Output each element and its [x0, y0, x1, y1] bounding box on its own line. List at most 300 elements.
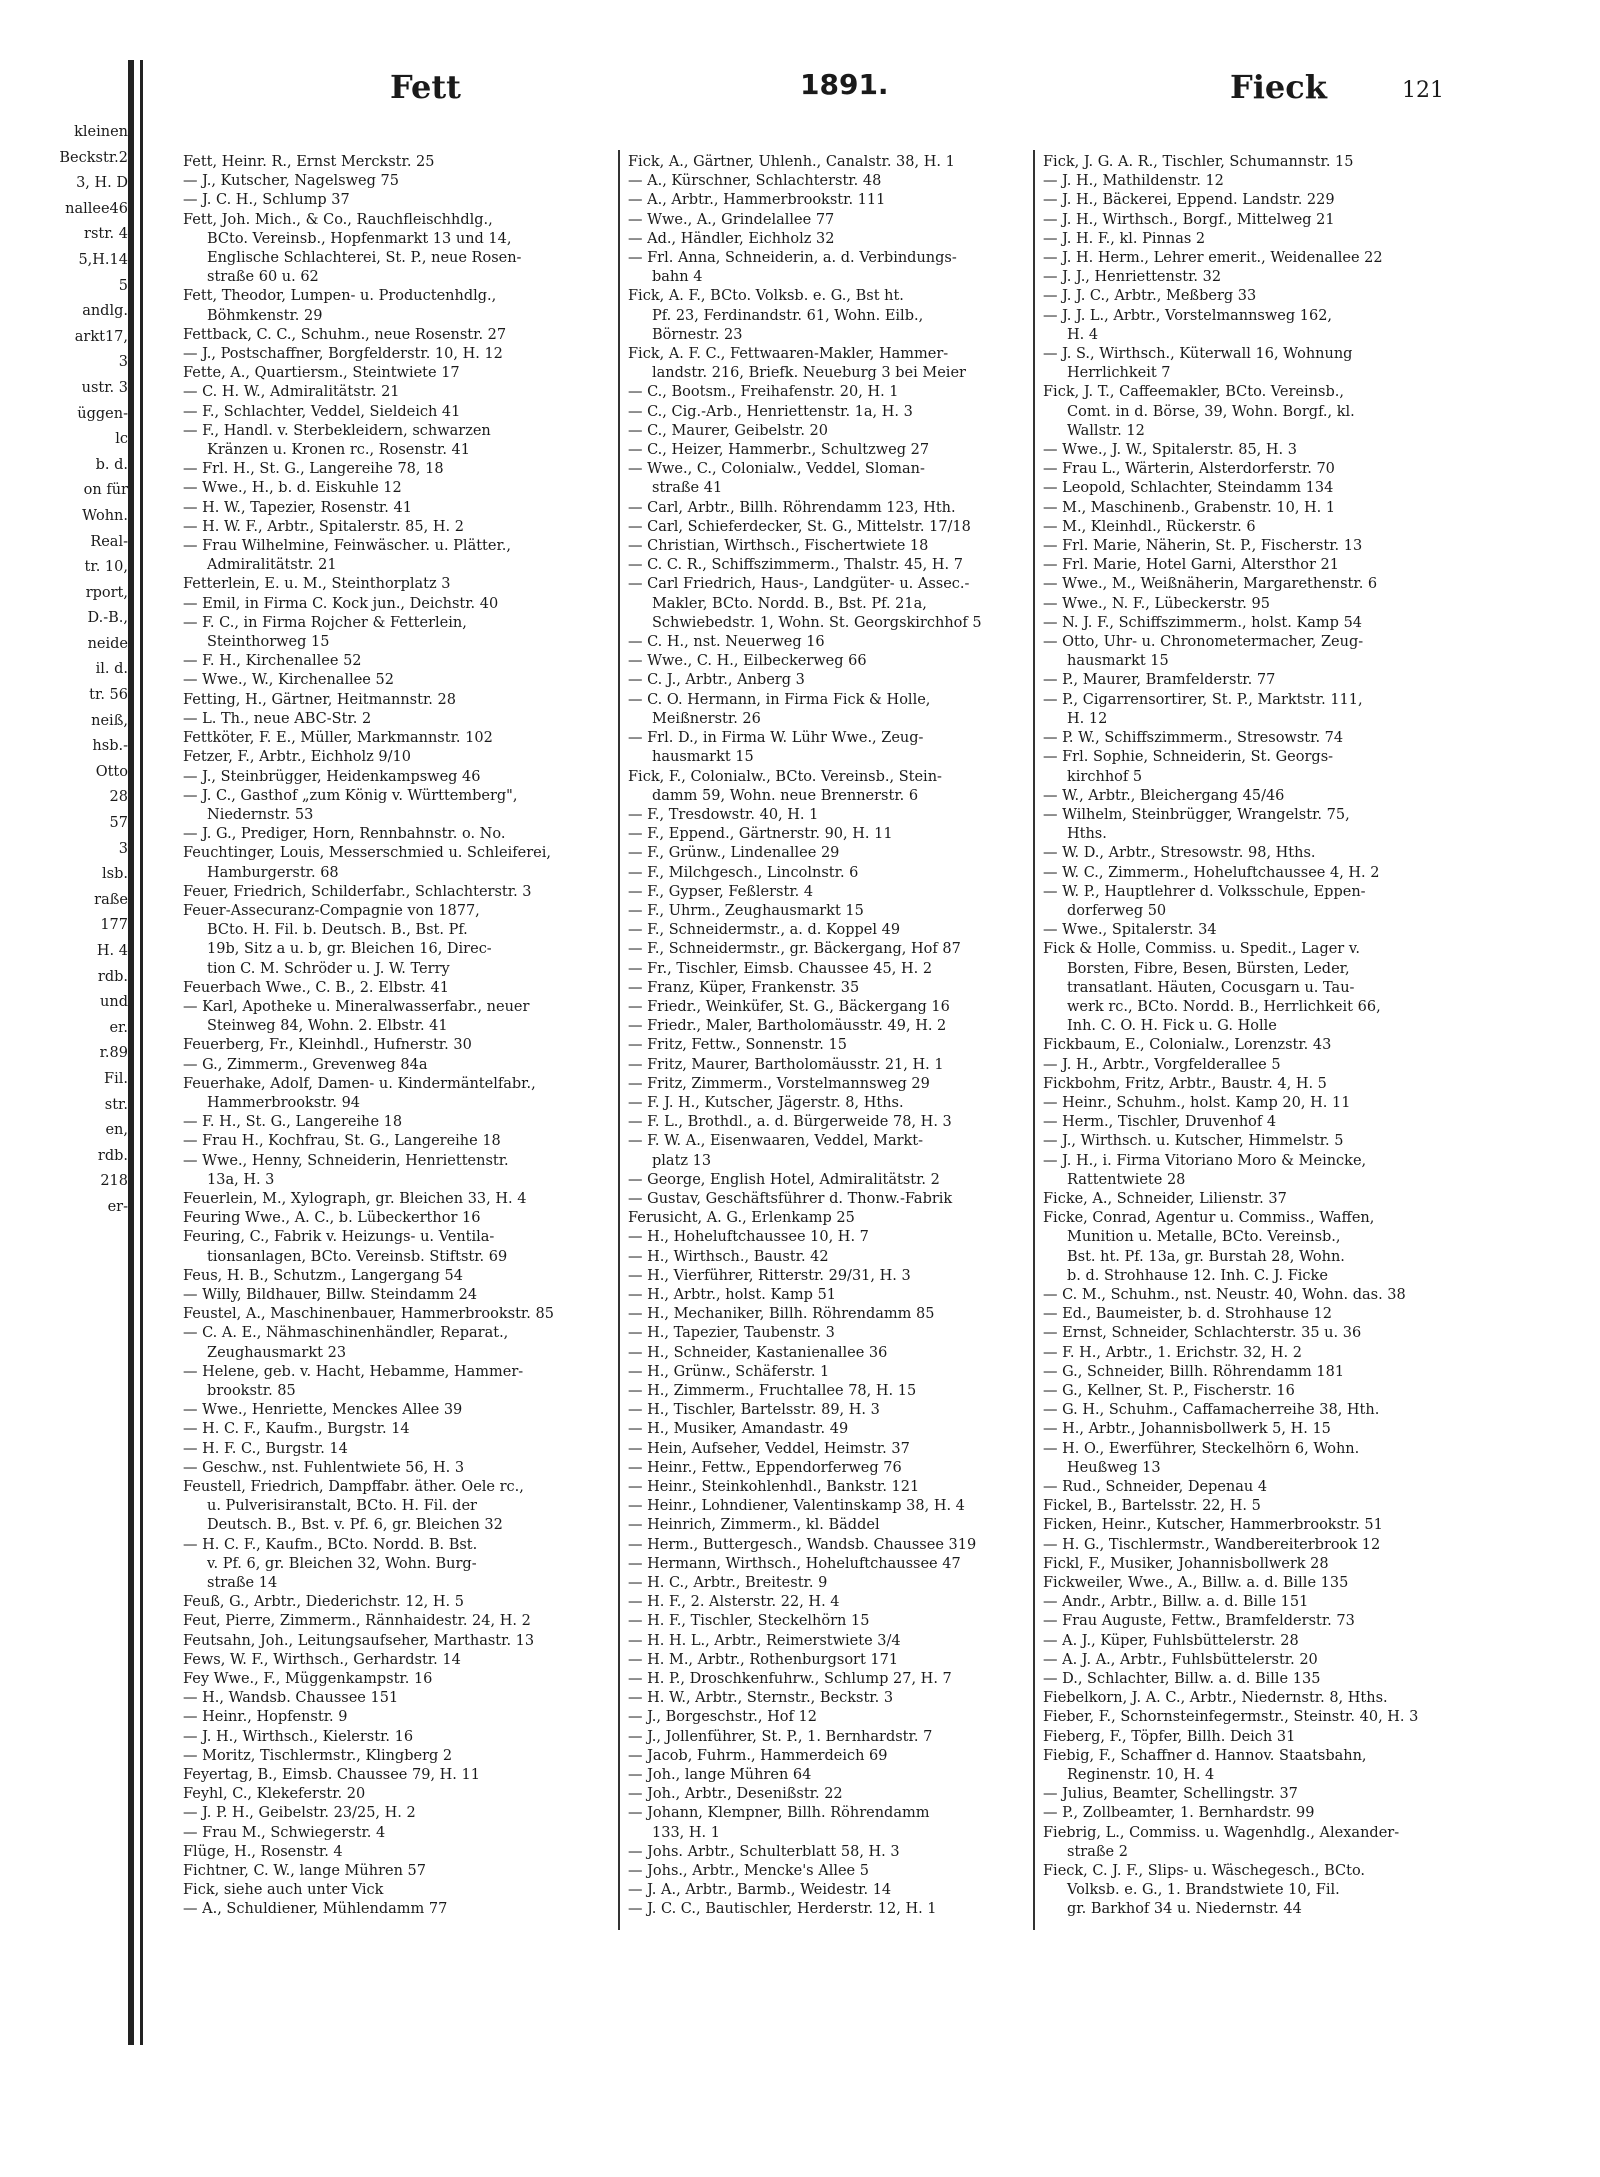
- directory-entry-line: — Frau Auguste, Fettw., Bramfelderstr. 73: [1043, 1613, 1355, 1630]
- directory-entry-line: — Willy, Bildhauer, Billw. Steindamm 24: [183, 1286, 478, 1303]
- directory-entry-line: Fett, Theodor, Lumpen- u. Productenhdlg.,: [183, 288, 497, 305]
- directory-entry-line: — Ad., Händler, Eichholz 32: [628, 230, 835, 247]
- directory-entry-line: Steinthorweg 15: [207, 634, 330, 651]
- directory-entry-line: Fieck, C. J. F., Slips- u. Wäschegesch., BCto.: [1043, 1863, 1366, 1880]
- directory-entry-line: — Herm., Tischler, Druvenhof 4: [1043, 1114, 1277, 1131]
- stub-line: H. 4: [96, 943, 128, 959]
- directory-entry-line: — Ed., Baumeister, b. d. Strohhause 12: [1043, 1306, 1332, 1323]
- directory-column-3: [1043, 153, 1435, 1920]
- directory-entry-line: Fetzer, F., Arbtr., Eichholz 9/10: [183, 749, 411, 766]
- stub-line: rdb.: [97, 1147, 128, 1164]
- directory-entry-line: Feuerbach Wwe., C. B., 2. Elbstr. 41: [183, 979, 449, 996]
- directory-entry-line: — J., Kutscher, Nagelsweg 75: [183, 173, 399, 190]
- stub-line: Otto: [95, 763, 128, 780]
- gutter-line: [140, 60, 143, 2045]
- directory-entry-line: Niedernstr. 53: [207, 806, 314, 823]
- directory-entry-line: Fick, A. F., BCto. Volksb. e. G., Bst ht.: [628, 288, 904, 305]
- directory-entry-line: — J. H., Bäckerei, Eppend. Landstr. 229: [1043, 192, 1335, 209]
- stub-line: 3: [118, 840, 128, 857]
- directory-entry-line: — C. C. R., Schiffszimmerm., Thalstr. 45, H. 7: [628, 557, 963, 574]
- directory-entry-line: Börnestr. 23: [652, 326, 743, 343]
- directory-entry-line: — Johann, Klempner, Billh. Röhrendamm: [628, 1805, 930, 1822]
- directory-entry-line: — Heinr., Steinkohlenhdl., Bankstr. 121: [628, 1479, 920, 1496]
- directory-entry-line: — Andr., Arbtr., Billw. a. d. Bille 151: [1043, 1594, 1309, 1611]
- directory-entry-line: — J. H., Arbtr., Vorgfelderallee 5: [1043, 1056, 1281, 1073]
- directory-entry-line: — J. H., Wirthsch., Borgf., Mittelweg 21: [1043, 211, 1335, 228]
- stub-line: en,: [105, 1122, 128, 1139]
- directory-entry-line: Fettköter, F. E., Müller, Markmannstr. 102: [183, 730, 493, 747]
- directory-entry-line: — J. A., Arbtr., Barmb., Weidestr. 14: [628, 1882, 892, 1899]
- directory-entry-line: — Wwe., N. F., Lübeckerstr. 95: [1043, 595, 1270, 612]
- directory-entry-line: — F., Handl. v. Sterbekleidern, schwarzen: [183, 422, 491, 439]
- directory-entry-line: Fiebrig, L., Commiss. u. Wagenhdlg., Alexander-: [1043, 1824, 1400, 1841]
- stub-line: und: [100, 994, 128, 1011]
- directory-entry-line: — H. F., Tischler, Steckelhörn 15: [628, 1613, 870, 1630]
- directory-entry-line: — F., Uhrm., Zeughausmarkt 15: [628, 902, 864, 919]
- directory-entry-line: Fieber, F., Schornsteinfegermstr., Steinstr. 40, H. 3: [1043, 1709, 1419, 1726]
- directory-entry-line: — D., Schlachter, Billw. a. d. Bille 135: [1043, 1671, 1321, 1688]
- directory-entry-line: — Frl. Marie, Näherin, St. P., Fischerstr. 13: [1043, 538, 1363, 555]
- directory-entry-line: — F., Schlachter, Veddel, Sieldeich 41: [183, 403, 461, 420]
- directory-entry-line: — A. J., Küper, Fuhlsbüttelerstr. 28: [1043, 1632, 1299, 1649]
- directory-entry-line: — Jacob, Fuhrm., Hammerdeich 69: [628, 1747, 888, 1764]
- directory-entry-line: — C. H. W., Admiralitätstr. 21: [183, 384, 400, 401]
- directory-entry-line: Fickweiler, Wwe., A., Billw. a. d. Bille 135: [1043, 1575, 1349, 1592]
- directory-entry-line: — G., Kellner, St. P., Fischerstr. 16: [1043, 1383, 1295, 1399]
- directory-entry-line: — J. H., Mathildenstr. 12: [1043, 173, 1224, 190]
- directory-entry-line: Fickbohm, Fritz, Arbtr., Baustr. 4, H. 5: [1043, 1075, 1327, 1092]
- directory-entry-line: — Frl. D., in Firma W. Lühr Wwe., Zeug-: [628, 730, 924, 747]
- directory-entry-line: Deutsch. B., Bst. v. Pf. 6, gr. Bleichen 32: [207, 1517, 503, 1534]
- directory-entry-line: — Fritz, Fettw., Sonnenstr. 15: [628, 1037, 847, 1054]
- directory-entry-line: 13a, H. 3: [207, 1171, 275, 1188]
- directory-entry-line: Fieberg, F., Töpfer, Billh. Deich 31: [1043, 1728, 1296, 1745]
- stub-line: kleinen: [74, 124, 128, 140]
- stub-line: 5,H.14: [78, 251, 128, 268]
- directory-entry-line: straße 14: [207, 1575, 278, 1592]
- stub-line: 5: [118, 277, 128, 294]
- directory-entry-line: Fetterlein, E. u. M., Steinthorplatz 3: [183, 576, 451, 593]
- directory-entry-line: — Karl, Apotheke u. Mineralwasserfabr., neuer: [183, 998, 530, 1015]
- directory-entry-line: — N. J. F., Schiffszimmerm., holst. Kamp 54: [1043, 614, 1363, 631]
- directory-entry-line: — Wwe., Henny, Schneiderin, Henriettenstr.: [183, 1152, 509, 1169]
- directory-entry-line: Fick, F., Colonialw., BCto. Vereinsb., Stein-: [628, 768, 942, 785]
- directory-entry-line: — H., Vierführer, Ritterstr. 29/31, H. 3: [628, 1267, 911, 1284]
- directory-entry-line: 133, H. 1: [652, 1824, 720, 1841]
- directory-entry-line: Heußweg 13: [1067, 1459, 1161, 1476]
- directory-entry-line: Borsten, Fibre, Besen, Bürsten, Leder,: [1067, 960, 1350, 977]
- directory-entry-line: — Frl. H., St. G., Langereihe 78, 18: [183, 461, 444, 478]
- directory-entry-line: Fiebig, F., Schaffner d. Hannov. Staatsbahn,: [1043, 1747, 1367, 1764]
- directory-entry-line: — Hermann, Wirthsch., Hoheluftchaussee 47: [628, 1555, 961, 1572]
- directory-entry-line: landstr. 216, Briefk. Neueburg 3 bei Meier: [652, 365, 966, 382]
- directory-entry-line: Reginenstr. 10, H. 4: [1067, 1767, 1215, 1784]
- directory-entry-line: platz 13: [652, 1152, 712, 1169]
- directory-entry-line: — Carl, Schieferdecker, St. G., Mittelstr. 17/18: [628, 518, 971, 535]
- directory-entry-line: Feus, H. B., Schutzm., Langergang 54: [183, 1267, 463, 1284]
- directory-entry-line: — Heinr., Fettw., Eppendorferweg 76: [628, 1459, 902, 1476]
- directory-entry-line: Inh. C. O. H. Fick u. G. Holle: [1067, 1018, 1277, 1035]
- stub-line: ustr. 3: [81, 379, 128, 396]
- directory-entry-line: — Johs. Arbtr., Schulterblatt 58, H. 3: [628, 1843, 900, 1860]
- directory-entry-line: Hamburgerstr. 68: [207, 864, 339, 881]
- stub-line: raße: [94, 891, 128, 908]
- directory-entry-line: — Carl Friedrich, Haus-, Landgüter- u. Assec.-: [628, 576, 970, 593]
- directory-entry-line: — Moritz, Tischlermstr., Klingberg 2: [183, 1747, 453, 1764]
- directory-entry-line: Rattentwiete 28: [1067, 1171, 1186, 1188]
- directory-entry-line: — J., Jollenführer, St. P., 1. Bernhardstr. 7: [628, 1728, 933, 1745]
- directory-entry-line: — F. H., Kirchenallee 52: [183, 653, 362, 670]
- directory-entry-line: — Emil, in Firma C. Kock jun., Deichstr. 40: [183, 595, 499, 612]
- directory-entry-line: — G. H., Schuhm., Caffamacherreihe 38, Hth.: [1043, 1402, 1380, 1419]
- directory-entry-line: — A. J. A., Arbtr., Fuhlsbüttelerstr. 20: [1043, 1651, 1318, 1668]
- directory-entry-line: Fick & Holle, Commiss. u. Spedit., Lager v.: [1043, 941, 1360, 958]
- directory-entry-line: Fiebelkorn, J. A. C., Arbtr., Niedernstr. 8, Hths.: [1043, 1690, 1388, 1707]
- directory-entry-line: — Wwe., Spitalerstr. 34: [1043, 922, 1217, 939]
- directory-entry-line: transatlant. Häuten, Cocusgarn u. Tau-: [1067, 979, 1355, 996]
- directory-entry-line: — Rud., Schneider, Depenau 4: [1043, 1479, 1268, 1496]
- directory-entry-line: Feuer-Assecuranz-Compagnie von 1877,: [183, 902, 480, 919]
- directory-entry-line: — Julius, Beamter, Schellingstr. 37: [1043, 1786, 1298, 1803]
- stub-line: er-: [107, 1198, 128, 1215]
- stub-line: D.-B.,: [87, 610, 128, 627]
- directory-column-1: [183, 153, 603, 1920]
- header-right-keyword: Fieck: [1230, 68, 1327, 106]
- directory-entry-line: — Herm., Buttergesch., Wandsb. Chaussee 319: [628, 1536, 977, 1553]
- directory-entry-line: Makler, BCto. Nordd. B., Bst. Pf. 21a,: [652, 595, 927, 612]
- directory-entry-line: BCto. Vereinsb., Hopfenmarkt 13 und 14,: [207, 230, 512, 247]
- directory-entry-line: — H. W. F., Arbtr., Spitalerstr. 85, H. 2: [183, 518, 464, 535]
- stub-line: lc: [115, 431, 128, 448]
- directory-entry-line: — Heinr., Lohndiener, Valentinskamp 38, H. 4: [628, 1498, 965, 1515]
- directory-entry-line: — J. H., i. Firma Vitoriano Moro & Meincke,: [1043, 1152, 1367, 1169]
- directory-entry-line: — Carl, Arbtr., Billh. Röhrendamm 123, Hth.: [628, 499, 956, 516]
- directory-entry-line: tion C. M. Schröder u. J. W. Terry: [207, 960, 450, 977]
- directory-entry-line: Bst. ht. Pf. 13a, gr. Burstah 28, Wohn.: [1067, 1248, 1345, 1265]
- directory-entry-line: Feuerhake, Adolf, Damen- u. Kindermäntelfabr.,: [183, 1075, 536, 1092]
- directory-entry-line: — H. O., Ewerführer, Steckelhörn 6, Wohn.: [1043, 1440, 1360, 1457]
- directory-entry-line: — Wwe., H., b. d. Eiskuhle 12: [183, 480, 402, 497]
- directory-entry-line: — J. C. H., Schlump 37: [183, 192, 350, 209]
- directory-entry-line: Feuerlein, M., Xylograph, gr. Bleichen 33, H. 4: [183, 1190, 527, 1207]
- stub-line: er.: [109, 1019, 128, 1036]
- page-number: 121: [1402, 78, 1444, 103]
- directory-entry-line: — J. C., Gasthof „zum König v. Württemberg",: [183, 787, 518, 804]
- directory-entry-line: bahn 4: [652, 269, 703, 286]
- directory-entry-line: — F., Gypser, Feßlerstr. 4: [628, 883, 814, 900]
- directory-entry-line: — P. W., Schiffszimmerm., Stresowstr. 74: [1043, 730, 1344, 747]
- directory-entry-line: damm 59, Wohn. neue Brennerstr. 6: [652, 787, 919, 804]
- stub-line: on für: [83, 482, 128, 499]
- directory-entry-line: — Johs., Arbtr., Mencke's Allee 5: [628, 1863, 869, 1880]
- directory-entry-line: — Wilhelm, Steinbrügger, Wrangelstr. 75,: [1043, 806, 1350, 823]
- directory-entry-line: — J., Wirthsch. u. Kutscher, Himmelstr. 5: [1043, 1133, 1344, 1150]
- directory-entry-line: — J. P. H., Geibelstr. 23/25, H. 2: [183, 1805, 416, 1822]
- directory-entry-line: Feuer, Friedrich, Schilderfabr., Schlachterstr. 3: [183, 883, 532, 900]
- directory-entry-line: Fickel, B., Bartelsstr. 22, H. 5: [1043, 1498, 1261, 1515]
- directory-entry-line: Fews, W. F., Wirthsch., Gerhardstr. 14: [183, 1651, 461, 1668]
- directory-entry-line: — W., Arbtr., Bleichergang 45/46: [1043, 787, 1285, 804]
- stub-line: rstr. 4: [84, 226, 128, 243]
- directory-entry-line: — Frau L., Wärterin, Alsterdorferstr. 70: [1043, 461, 1335, 478]
- stub-line: 3, H. D: [76, 175, 128, 192]
- directory-entry-line: — Heinr., Schuhm., holst. Kamp 20, H. 11: [1043, 1094, 1351, 1111]
- stub-line: Fil.: [104, 1070, 128, 1087]
- directory-entry-line: — H., Schneider, Kastanienallee 36: [628, 1344, 888, 1361]
- stub-line: str.: [104, 1096, 128, 1113]
- directory-entry-line: Feutsahn, Joh., Leitungsaufseher, Marthastr. 13: [183, 1632, 535, 1649]
- directory-entry-line: — Friedr., Maler, Bartholomäusstr. 49, H. 2: [628, 1018, 947, 1035]
- stub-line: neiß,: [91, 712, 128, 729]
- directory-entry-line: — H. W., Tapezier, Rosenstr. 41: [183, 499, 412, 516]
- stub-line: il. d.: [95, 661, 128, 678]
- directory-entry-line: — F., Schneidermstr., gr. Bäckergang, Hof 87: [628, 941, 961, 958]
- directory-entry-line: tionsanlagen, BCto. Vereinsb. Stiftstr. 69: [207, 1248, 508, 1265]
- directory-entry-line: straße 41: [652, 480, 723, 497]
- directory-entry-line: Fickbaum, E., Colonialw., Lorenzstr. 43: [1043, 1037, 1332, 1054]
- directory-entry-line: — Frau M., Schwiegerstr. 4: [183, 1824, 386, 1841]
- directory-entry-line: — M., Maschinenb., Grabenstr. 10, H. 1: [1043, 499, 1336, 516]
- directory-entry-line: straße 2: [1067, 1843, 1128, 1860]
- directory-entry-line: — F. C., in Firma Rojcher & Fetterlein,: [183, 614, 467, 631]
- directory-entry-line: — J. H. F., kl. Pinnas 2: [1043, 230, 1206, 247]
- stub-line: arkt17,: [74, 328, 128, 345]
- directory-entry-line: — F. H., Arbtr., 1. Erichstr. 32, H. 2: [1043, 1344, 1302, 1361]
- directory-entry-line: — H., Grünw., Schäferstr. 1: [628, 1363, 830, 1380]
- directory-entry-line: — W. D., Arbtr., Stresowstr. 98, Hths.: [1043, 845, 1316, 862]
- directory-entry-line: Feuß, G., Arbtr., Diederichstr. 12, H. 5: [183, 1594, 464, 1611]
- directory-entry-line: — Leopold, Schlachter, Steindamm 134: [1043, 480, 1334, 497]
- directory-entry-line: — Wwe., A., Grindelallee 77: [628, 211, 835, 228]
- directory-entry-line: — C. M., Schuhm., nst. Neustr. 40, Wohn. das. 38: [1043, 1286, 1406, 1303]
- stub-line: Wohn.: [82, 507, 128, 524]
- directory-entry-line: Englische Schlachterei, St. P., neue Rosen-: [207, 250, 522, 267]
- directory-entry-line: — J., Borgeschstr., Hof 12: [628, 1709, 817, 1726]
- directory-entry-line: — Gustav, Geschäftsführer d. Thonw.-Fabrik: [628, 1190, 953, 1207]
- directory-entry-line: Fett, Joh. Mich., & Co., Rauchfleischhdlg.,: [183, 211, 493, 228]
- directory-entry-line: — F. L., Brothdl., a. d. Bürgerweide 78, H. 3: [628, 1114, 952, 1131]
- directory-entry-line: Ferusicht, A. G., Erlenkamp 25: [628, 1210, 855, 1227]
- gutter-line: [128, 60, 134, 2045]
- directory-entry-line: — C. J., Arbtr., Anberg 3: [628, 672, 805, 689]
- directory-entry-line: Feyertag, B., Eimsb. Chaussee 79, H. 11: [183, 1767, 480, 1784]
- directory-entry-line: — H. M., Arbtr., Rothenburgsort 171: [628, 1651, 899, 1668]
- directory-entry-line: Kränzen u. Kronen rc., Rosenstr. 41: [207, 442, 470, 459]
- directory-entry-line: — H. H. L., Arbtr., Reimerstwiete 3/4: [628, 1632, 901, 1649]
- stub-line: tr. 10,: [84, 559, 128, 576]
- directory-entry-line: Ficken, Heinr., Kutscher, Hammerbrookstr. 51: [1043, 1517, 1383, 1534]
- directory-entry-line: — P., Zollbeamter, 1. Bernhardstr. 99: [1043, 1805, 1315, 1822]
- directory-entry-line: — F., Eppend., Gärtnerstr. 90, H. 11: [628, 826, 893, 843]
- directory-entry-line: Fey Wwe., F., Müggenkampstr. 16: [183, 1671, 433, 1688]
- stub-line: üggen-: [77, 405, 128, 422]
- directory-entry-line: — H., Arbtr., holst. Kamp 51: [628, 1286, 837, 1303]
- directory-entry-line: — W. C., Zimmerm., Hoheluftchaussee 4, H. 2: [1043, 864, 1380, 881]
- directory-entry-line: hausmarkt 15: [1067, 653, 1169, 670]
- directory-entry-line: Hths.: [1067, 826, 1107, 843]
- directory-entry-line: — C. A. E., Nähmaschinenhändler, Reparat.,: [183, 1325, 509, 1342]
- directory-entry-line: — Frau H., Kochfrau, St. G., Langereihe 18: [183, 1133, 501, 1150]
- directory-entry-line: — F., Grünw., Lindenallee 29: [628, 845, 840, 862]
- directory-entry-line: — H., Musiker, Amandastr. 49: [628, 1421, 849, 1438]
- stub-line: 3: [118, 354, 128, 371]
- directory-entry-line: gr. Barkhof 34 u. Niedernstr. 44: [1067, 1901, 1302, 1918]
- directory-entry-line: Feustel, A., Maschinenbauer, Hammerbrookstr. 85: [183, 1306, 554, 1323]
- directory-entry-line: — J. H. Herm., Lehrer emerit., Weidenallee 22: [1043, 250, 1383, 267]
- directory-entry-line: Fick, siehe auch unter Vick: [183, 1882, 384, 1899]
- directory-entry-line: — J. G., Prediger, Horn, Rennbahnstr. o. No.: [183, 826, 506, 843]
- directory-entry-line: — Heinrich, Zimmerm., kl. Bäddel: [628, 1517, 880, 1534]
- directory-entry-line: — Fritz, Zimmerm., Vorstelmannsweg 29: [628, 1075, 930, 1092]
- directory-entry-line: — Joh., Arbtr., Desenißstr. 22: [628, 1786, 843, 1803]
- directory-entry-line: — H. G., Tischlermstr., Wandbereiterbrook 12: [1043, 1536, 1381, 1553]
- directory-entry-line: Fettback, C. C., Schuhm., neue Rosenstr. 27: [183, 326, 507, 343]
- directory-entry-line: — H., Zimmerm., Fruchtallee 78, H. 15: [628, 1383, 917, 1399]
- directory-entry-line: — H., Tapezier, Taubenstr. 3: [628, 1325, 835, 1342]
- directory-entry-line: Feuring, C., Fabrik v. Heizungs- u. Ventila-: [183, 1229, 495, 1246]
- directory-entry-line: Steinweg 84, Wohn. 2. Elbstr. 41: [207, 1018, 448, 1035]
- directory-entry-line: — Wwe., J. W., Spitalerstr. 85, H. 3: [1043, 442, 1297, 459]
- directory-entry-line: — C. H., nst. Neuerweg 16: [628, 634, 825, 651]
- directory-entry-line: — Heinr., Hopfenstr. 9: [183, 1709, 348, 1726]
- directory-entry-line: — C., Cig.-Arb., Henriettenstr. 1a, H. 3: [628, 403, 913, 420]
- stub-line: rport,: [85, 584, 128, 601]
- directory-entry-line: — A., Arbtr., Hammerbrookstr. 111: [628, 192, 886, 209]
- directory-entry-line: Ficke, A., Schneider, Lilienstr. 37: [1043, 1190, 1287, 1207]
- directory-entry-line: — J., Steinbrügger, Heidenkampsweg 46: [183, 768, 481, 785]
- stub-line: nallee46: [65, 200, 128, 217]
- directory-entry-line: Pf. 23, Ferdinandstr. 61, Wohn. Eilb.,: [652, 307, 924, 324]
- stub-line: 57: [109, 815, 128, 832]
- directory-entry-line: — F. W. A., Eisenwaaren, Veddel, Markt-: [628, 1133, 924, 1150]
- directory-entry-line: — George, English Hotel, Admiralitätstr. 2: [628, 1171, 940, 1188]
- directory-entry-line: Fichtner, C. W., lange Mühren 57: [183, 1863, 426, 1880]
- directory-entry-line: — J. J., Henriettenstr. 32: [1043, 269, 1222, 286]
- stub-line: 218: [100, 1173, 128, 1190]
- directory-entry-line: kirchhof 5: [1067, 768, 1143, 785]
- directory-entry-line: — J. C. C., Bautischler, Herderstr. 12, H. 1: [628, 1901, 937, 1918]
- column-rule: [618, 150, 620, 1930]
- directory-entry-line: — Joh., lange Mühren 64: [628, 1767, 812, 1784]
- stub-line: andlg.: [82, 303, 128, 320]
- stub-line: lsb.: [102, 866, 128, 883]
- directory-entry-line: — Wwe., Henriette, Menckes Allee 39: [183, 1402, 463, 1419]
- directory-entry-line: — H. W., Arbtr., Sternstr., Beckstr. 3: [628, 1690, 894, 1707]
- directory-entry-line: — H. F. C., Burgstr. 14: [183, 1440, 348, 1457]
- directory-entry-line: — C., Maurer, Geibelstr. 20: [628, 422, 828, 439]
- directory-entry-line: — Wwe., C., Colonialw., Veddel, Sloman-: [628, 461, 925, 478]
- directory-entry-line: — Frl. Sophie, Schneiderin, St. Georgs-: [1043, 749, 1334, 766]
- directory-entry-line: brookstr. 85: [207, 1383, 296, 1399]
- stub-line: tr. 56: [89, 687, 128, 704]
- directory-entry-line: — F. J. H., Kutscher, Jägerstr. 8, Hths.: [628, 1094, 904, 1111]
- directory-entry-line: — F., Tresdowstr. 40, H. 1: [628, 806, 819, 823]
- directory-entry-line: Fetting, H., Gärtner, Heitmannstr. 28: [183, 691, 456, 708]
- directory-entry-line: — A., Schuldiener, Mühlendamm 77: [183, 1901, 448, 1918]
- directory-entry-line: werk rc., BCto. Nordd. B., Herrlichkeit 66,: [1067, 998, 1381, 1015]
- directory-entry-line: Flüge, H., Rosenstr. 4: [183, 1843, 343, 1860]
- directory-entry-line: Fette, A., Quartiersm., Steintwiete 17: [183, 365, 460, 382]
- directory-entry-line: — L. Th., neue ABC-Str. 2: [183, 710, 372, 727]
- directory-entry-line: — Hein, Aufseher, Veddel, Heimstr. 37: [628, 1440, 910, 1457]
- directory-entry-line: — Frl. Marie, Hotel Garni, Altersthor 21: [1043, 557, 1339, 574]
- directory-entry-line: Fett, Heinr. R., Ernst Merckstr. 25: [183, 154, 435, 170]
- directory-entry-line: Feuerberg, Fr., Kleinhdl., Hufnerstr. 30: [183, 1037, 472, 1054]
- column-rule: [1033, 150, 1035, 1930]
- directory-entry-line: Feuring Wwe., A. C., b. Lübeckerthor 16: [183, 1210, 481, 1227]
- stub-line: b. d.: [95, 456, 128, 473]
- directory-entry-line: Fick, A., Gärtner, Uhlenh., Canalstr. 38, H. 1: [628, 154, 955, 170]
- stub-line: 28: [109, 789, 128, 806]
- header-left-keyword: Fett: [390, 68, 461, 106]
- directory-entry-line: — A., Kürschner, Schlachterstr. 48: [628, 173, 882, 190]
- directory-entry-line: — J., Postschaffner, Borgfelderstr. 10, H. 12: [183, 346, 503, 363]
- directory-entry-line: — Christian, Wirthsch., Fischertwiete 18: [628, 538, 929, 555]
- directory-entry-line: dorferweg 50: [1067, 902, 1167, 919]
- directory-entry-line: — G., Schneider, Billh. Röhrendamm 181: [1043, 1363, 1345, 1380]
- directory-entry-line: — Fr., Tischler, Eimsb. Chaussee 45, H. 2: [628, 960, 933, 977]
- directory-entry-line: Schwiebedstr. 1, Wohn. St. Georgskirchhof 5: [652, 614, 982, 631]
- directory-entry-line: — H. C. F., Kaufm., BCto. Nordd. B. Bst.: [183, 1536, 478, 1553]
- directory-entry-line: — C., Bootsm., Freihafenstr. 20, H. 1: [628, 384, 899, 401]
- directory-entry-line: — H. F., 2. Alsterstr. 22, H. 4: [628, 1594, 840, 1611]
- directory-entry-line: straße 60 u. 62: [207, 269, 319, 286]
- directory-entry-line: Feustell, Friedrich, Dampffabr. äther. Oele rc.,: [183, 1479, 524, 1496]
- directory-entry-line: — Wwe., C. H., Eilbeckerweg 66: [628, 653, 867, 670]
- stub-line: Beckstr.2: [59, 149, 128, 166]
- header-year: 1891.: [800, 68, 889, 101]
- directory-entry-line: Admiralitätstr. 21: [207, 557, 337, 574]
- directory-entry-line: — C. O. Hermann, in Firma Fick & Holle,: [628, 691, 931, 708]
- directory-entry-line: b. d. Strohhause 12. Inh. C. J. Ficke: [1067, 1267, 1328, 1284]
- directory-entry-line: v. Pf. 6, gr. Bleichen 32, Wohn. Burg-: [207, 1555, 477, 1572]
- directory-entry-line: — H. C. F., Kaufm., Burgstr. 14: [183, 1421, 410, 1438]
- directory-entry-line: — J. J. L., Arbtr., Vorstelmannsweg 162,: [1043, 307, 1333, 324]
- directory-entry-line: Comt. in d. Börse, 39, Wohn. Borgf., kl.: [1067, 403, 1355, 420]
- directory-entry-line: — G., Zimmerm., Grevenweg 84a: [183, 1056, 428, 1073]
- directory-entry-line: Fick, A. F. C., Fettwaaren-Makler, Hammer-: [628, 346, 949, 363]
- directory-entry-line: — H., Mechaniker, Billh. Röhrendamm 85: [628, 1306, 935, 1323]
- directory-entry-line: — F., Milchgesch., Lincolnstr. 6: [628, 864, 859, 881]
- directory-entry-line: — Helene, geb. v. Hacht, Hebamme, Hammer-: [183, 1363, 524, 1380]
- directory-entry-line: — H., Arbtr., Johannisbollwerk 5, H. 15: [1043, 1421, 1331, 1438]
- directory-entry-line: — Ernst, Schneider, Schlachterstr. 35 u. 36: [1043, 1325, 1362, 1342]
- directory-entry-line: Herrlichkeit 7: [1067, 365, 1171, 382]
- stub-line: r.89: [99, 1045, 128, 1062]
- directory-entry-line: Munition u. Metalle, BCto. Vereinsb.,: [1067, 1229, 1341, 1246]
- previous-page-fragment: [0, 120, 128, 1221]
- directory-entry-line: — Wwe., W., Kirchenallee 52: [183, 672, 394, 689]
- directory-entry-line: Feyhl, C., Klekeferstr. 20: [183, 1786, 366, 1803]
- directory-entry-line: — H., Wirthsch., Baustr. 42: [628, 1248, 829, 1265]
- directory-entry-line: — J. S., Wirthsch., Küterwall 16, Wohnung: [1043, 346, 1353, 363]
- stub-line: neide: [87, 635, 128, 652]
- directory-entry-line: — Frl. Anna, Schneiderin, a. d. Verbindungs-: [628, 250, 957, 267]
- directory-entry-line: Böhmkenstr. 29: [207, 307, 323, 324]
- directory-entry-line: Feuchtinger, Louis, Messerschmied u. Schleiferei,: [183, 845, 551, 862]
- directory-entry-line: — H. C., Arbtr., Breitestr. 9: [628, 1575, 828, 1592]
- directory-entry-line: — H., Wandsb. Chaussee 151: [183, 1690, 399, 1707]
- directory-entry-line: — Franz, Küper, Frankenstr. 35: [628, 979, 860, 996]
- directory-entry-line: Ficke, Conrad, Agentur u. Commiss., Waffen,: [1043, 1210, 1375, 1227]
- directory-column-2: [628, 153, 1028, 1920]
- directory-entry-line: — W. P., Hauptlehrer d. Volksschule, Eppen-: [1043, 883, 1366, 900]
- stub-line: Real-: [90, 533, 128, 550]
- directory-entry-line: — Frau Wilhelmine, Feinwäscher. u. Plätter.,: [183, 538, 512, 555]
- directory-entry-line: 19b, Sitz a u. b, gr. Bleichen 16, Direc-: [207, 941, 492, 958]
- stub-line: hsb.-: [92, 738, 128, 755]
- directory-entry-line: — C., Heizer, Hammerbr., Schultzweg 27: [628, 442, 930, 459]
